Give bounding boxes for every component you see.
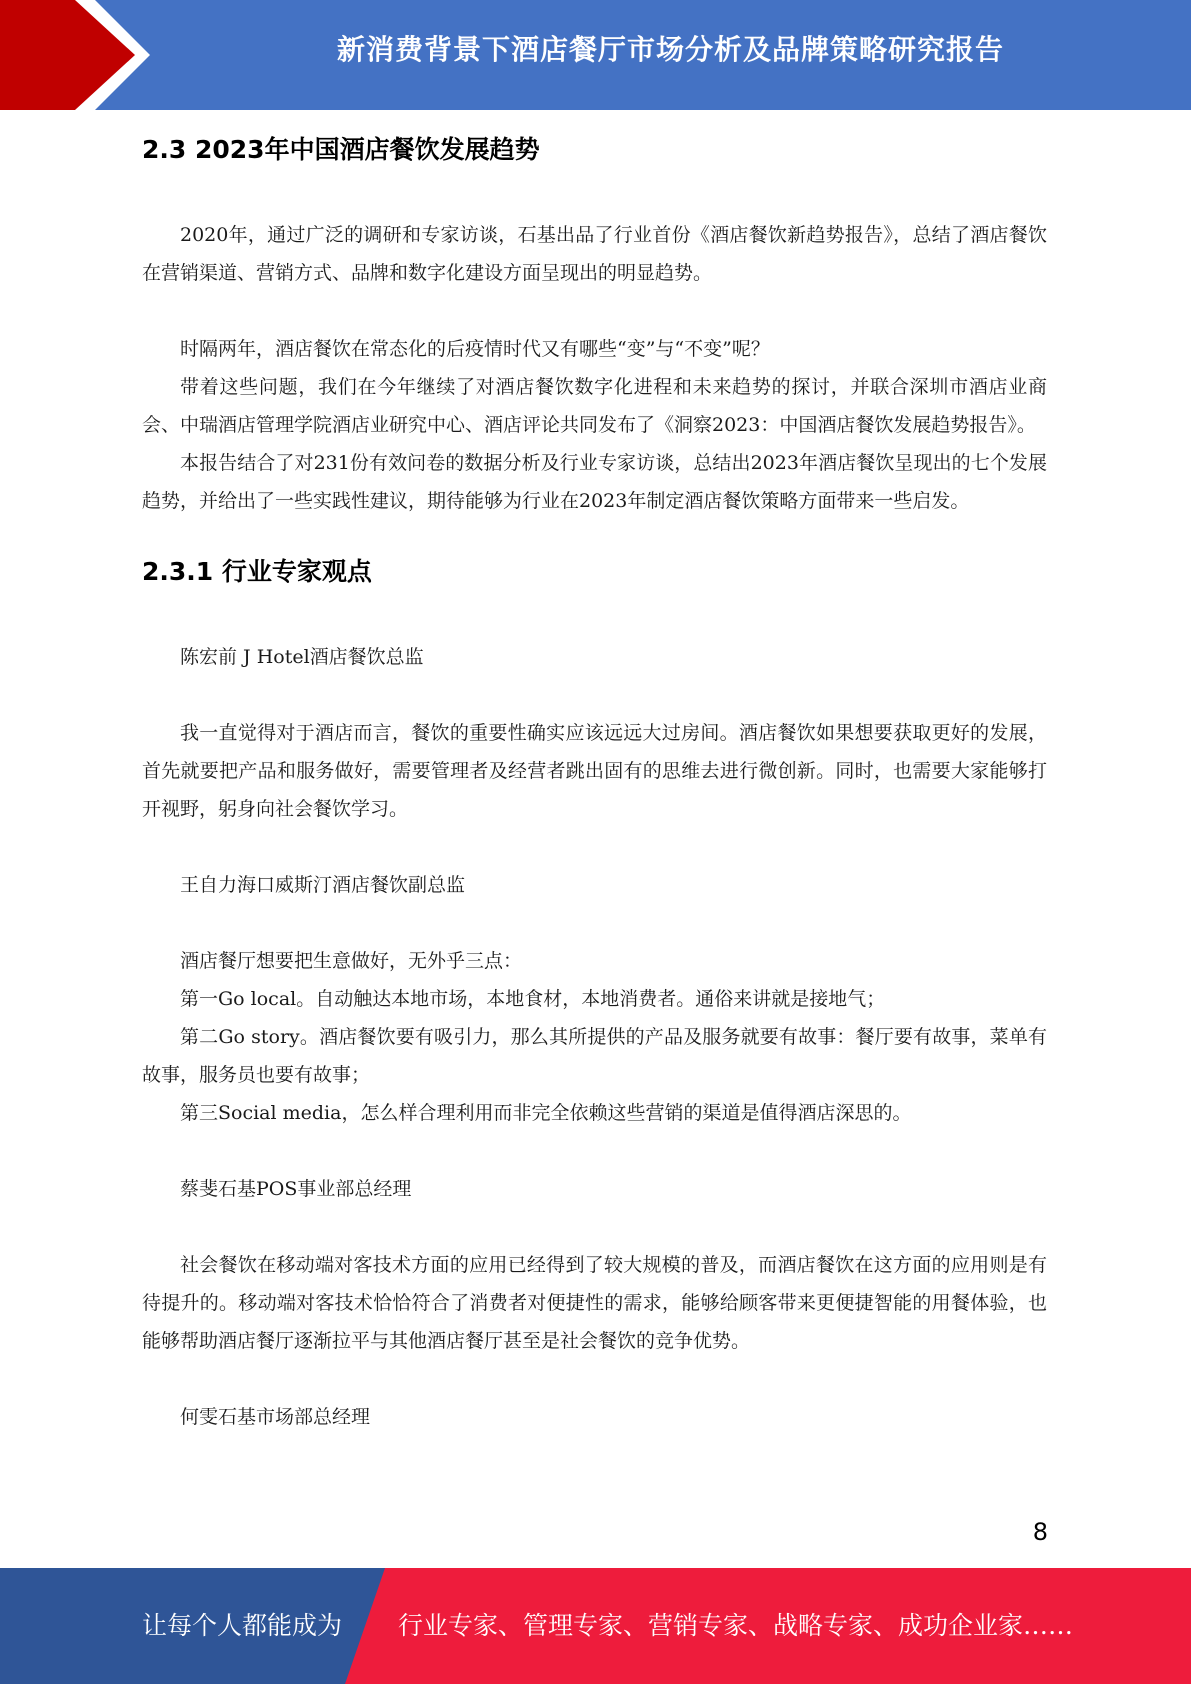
header-banner (0, 0, 1191, 110)
section-paragraph: 时隔两年，酒店餐饮在常态化的后疫情时代又有哪些“变”与“不变”呢？ (180, 338, 770, 360)
expert-name: 陈宏前 J Hotel酒店餐饮总监 (180, 646, 424, 668)
header-red-chevron (0, 0, 140, 110)
subsection-heading: 2.3.1 行业专家观点 (142, 557, 372, 586)
section-paragraph: 2020年，通过广泛的调研和专家访谈，石基出品了行业首份《酒店餐饮新趋势报告》，总结了酒店餐饮在营销渠道、营销方式、品牌和数字化建设方面呈现出的明显趋势。 (142, 224, 1047, 284)
footer-banner (0, 1568, 1191, 1684)
expert-quote: 第三Social media，怎么样合理利用而非完全依赖这些营销的渠道是值得酒店深思的。 (180, 1102, 912, 1124)
page-content (142, 130, 1047, 1436)
expert-quote: 酒店餐厅想要把生意做好，无外乎三点： (180, 950, 523, 972)
expert-name: 何雯石基市场部总经理 (180, 1406, 371, 1428)
document-title: 新消费背景下酒店餐厅市场分析及品牌策略研究报告 (336, 33, 1004, 66)
footer-slogan-left: 让每个人都能成为 (142, 1611, 343, 1640)
expert-quote: 第二Go story。酒店餐饮要有吸引力，那么其所提供的产品及服务就要有故事：餐厅要有故事，菜单有故事，服务员也要有故事； (142, 1026, 1047, 1086)
section-paragraph: 带着这些问题，我们在今年继续了对酒店餐饮数字化进程和未来趋势的探讨，并联合深圳市酒店业商会、中瑞酒店管理学院酒店业研究中心、酒店评论共同发布了《洞察2023：中国酒店餐饮发展趋势报告》。 (142, 376, 1047, 436)
expert-quote: 社会餐饮在移动端对客技术方面的应用已经得到了较大规模的普及，而酒店餐饮在这方面的应用则是有待提升的。移动端对客技术恰恰符合了消费者对便捷性的需求，能够给顾客带来更便捷智能的用餐体验，也能够帮助酒店餐厅逐渐拉平与其他酒店餐厅甚至是社会餐饮的竞争优势。 (142, 1254, 1047, 1352)
section-heading: 2.3 2023年中国酒店餐饮发展趋势 (142, 135, 540, 164)
page-number: 8 (1032, 1518, 1048, 1546)
expert-quote: 第一Go local。自动触达本地市场，本地食材，本地消费者。通俗来讲就是接地气； (180, 988, 886, 1010)
section-paragraph: 本报告结合了对231份有效问卷的数据分析及行业专家访谈，总结出2023年酒店餐饮呈现出的七个发展趋势，并给出了一些实践性建议，期待能够为行业在2023年制定酒店餐饮策略方面带来一些启发。 (142, 452, 1047, 512)
expert-name: 王自力海口威斯汀酒店餐饮副总监 (180, 874, 466, 896)
expert-quote: 我一直觉得对于酒店而言，餐饮的重要性确实应该远远大过房间。酒店餐饮如果想要获取更好的发展，首先就要把产品和服务做好，需要管理者及经营者跳出固有的思维去进行微创新。同时，也需要大家能够打开视野，躬身向社会餐饮学习。 (142, 722, 1047, 820)
footer-slogan-right: 行业专家、管理专家、营销专家、战略专家、成功企业家…… (398, 1611, 1074, 1640)
expert-name: 蔡斐石基POS事业部总经理 (180, 1178, 412, 1200)
